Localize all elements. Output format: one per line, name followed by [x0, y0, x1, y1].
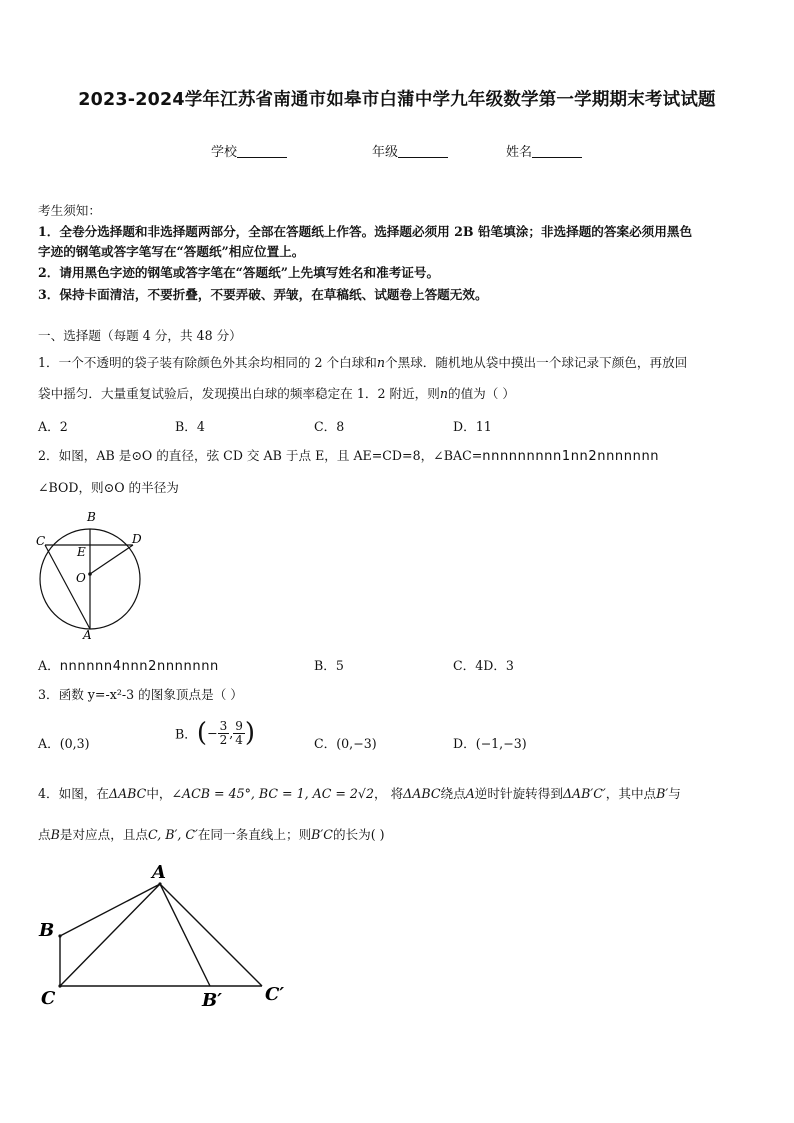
q1-text-c: 袋中摇匀．大量重复试验后，发现摸出白球的频率稳定在 1．2 附近，则 [38, 386, 440, 401]
label-b: B [39, 920, 55, 941]
label-o: O [76, 571, 86, 585]
q3-option-b[interactable] [175, 718, 255, 748]
grade-blank[interactable] [398, 145, 448, 158]
label-c: C [36, 534, 46, 548]
q2-stem-line-2: ∠BOD，则⊙O 的半径为 [38, 480, 179, 495]
label-a: A [152, 862, 166, 883]
notice-heading: 考生须知： [38, 203, 101, 218]
grade-field [372, 141, 448, 160]
q1-option-d[interactable]: D．11 [453, 419, 492, 434]
label-c-prime: C′ [265, 984, 285, 1005]
q3-option-b-prefix: B． [175, 726, 197, 742]
q4-text-f: ，其中点 [605, 786, 657, 801]
q1-option-b[interactable]: B．4 [175, 419, 205, 434]
q3-option-c-prefix: C． [314, 736, 337, 751]
q4-math-4: A [465, 786, 475, 801]
q4-text-c: ， 将 [373, 786, 404, 801]
q1-option-c[interactable]: C．8 [314, 419, 345, 434]
label-b: B [87, 510, 96, 524]
label-e: E [77, 545, 86, 559]
q4-math-3: ΔABC [403, 786, 441, 801]
school-blank[interactable] [237, 145, 287, 158]
notice-line-2: 2．请用黑色字迹的钢笔或答字笔在“答题纸”上先填写姓名和准考证号。 [38, 265, 440, 280]
segment-od [90, 545, 133, 574]
q3-option-d-value: (−1,−3) [475, 736, 527, 751]
name-field [506, 141, 582, 160]
q4-text-h: 点 [38, 827, 51, 842]
label-d: D [132, 532, 142, 546]
q1-text-a: 1．一个不透明的袋子装有除颜色外其余均相同的 2 个白球和 [38, 355, 377, 370]
q2-option-b[interactable]: B．5 [314, 658, 344, 673]
frac-1-num: 3 [219, 718, 228, 733]
q2-option-cd[interactable]: C．4D．3 [453, 658, 514, 673]
notice-line-1a: 1．全卷分选择题和非选择题两部分，全部在答题纸上作答。选择题必须用 2B 铅笔填涂；非选择题的答案必须用黑色 [38, 224, 693, 239]
q3-option-b-comma: , [229, 725, 234, 741]
q4-math-5: ΔAB′C′ [562, 786, 606, 801]
q4-stem-line-2 [38, 825, 385, 845]
vertex-c [58, 984, 61, 987]
q3-option-a-prefix: A． [38, 736, 60, 751]
q1-text-d: 的值为（ ） [447, 386, 515, 401]
q4-text-g: 与 [668, 786, 681, 801]
q3-option-b-rparen: ) [244, 718, 256, 748]
q3-stem: 3．函数 y=-x²-3 的图象顶点是（ ） [38, 687, 243, 702]
q4-text-i: 是对应点，且点 [59, 827, 149, 842]
q4-text-a: 4．如图，在 [38, 786, 109, 801]
q3-option-a[interactable] [38, 733, 90, 752]
page-title: 2023-2024学年江苏省南通市如皋市白蒲中学九年级数学第一学期期末考试试题 [78, 90, 716, 110]
school-field [211, 141, 287, 160]
q1-stem-line-1 [38, 353, 687, 373]
q1-option-a[interactable]: A．2 [38, 419, 68, 434]
q3-option-b-minus: − [207, 725, 218, 741]
q2-text-a: 2．如图，AB 是⊙O 的直径，弦 CD 交 AB 于点 E，且 AE=CD=8，∠BAC= [38, 448, 483, 463]
q2-option-a[interactable] [38, 655, 219, 674]
frac-2-num: 9 [235, 718, 243, 733]
q2-circle-figure [30, 505, 150, 645]
label-c: C [41, 988, 56, 1009]
q2-garbled-text: nnnnnnnnn1nn2nnnnnnn [482, 449, 660, 464]
q3-option-b-frac-2 [233, 720, 245, 747]
vertex-b [58, 934, 61, 937]
label-b-prime: B′ [202, 990, 222, 1011]
frac-2-den: 4 [235, 732, 243, 747]
segment-a-bprime [160, 884, 210, 986]
q3-option-c-value: (0,−3) [336, 736, 377, 751]
q3-option-b-frac-1 [218, 720, 230, 747]
center-point [88, 572, 92, 576]
section-heading: 一、选择题（每题 4 分，共 48 分） [38, 328, 242, 343]
q4-math-2: ∠ACB = 45°, BC = 1, AC = 2√2 [171, 786, 374, 801]
notice-line-3: 3．保持卡面清洁，不要折叠，不要弄破、弄皱，在草稿纸、试题卷上答题无效。 [38, 287, 488, 302]
q4-math-6: B′ [656, 786, 669, 801]
school-label: 学校 [211, 145, 238, 160]
q2-option-a-garbled: nnnnnn4nnn2nnnnnnn [59, 659, 219, 674]
q2-stem-line-1 [38, 446, 659, 467]
name-blank[interactable] [532, 145, 582, 158]
q1-text-b: 个黑球．随机地从袋中摸出一个球记录下颜色，再放回 [385, 355, 688, 370]
q4-stem-line-1 [38, 784, 681, 804]
q4-text-j: 在同一条直线上；则 [197, 827, 312, 842]
q1-var-n: n [376, 355, 386, 370]
label-a: A [83, 628, 92, 642]
q1-var-n-2: n [439, 386, 448, 401]
q2-option-a-prefix: A． [38, 658, 60, 673]
q4-text-e: 逆时针旋转得到 [474, 786, 563, 801]
q1-stem-line-2 [38, 384, 515, 404]
q4-math-1: ΔABC [108, 786, 147, 801]
grade-label: 年级 [372, 145, 399, 160]
triangle-abc [60, 884, 160, 986]
q4-math-9: B′C [311, 827, 333, 842]
q3-option-d-prefix: D． [453, 736, 476, 751]
q4-text-d: 绕点 [440, 786, 466, 801]
q4-math-8: C, B′, C′ [148, 827, 198, 842]
q4-math-7: B [50, 827, 60, 842]
q4-text-b: 中， [146, 786, 172, 801]
q4-text-k: 的长为( ) [332, 827, 385, 842]
q3-option-c[interactable] [314, 733, 377, 752]
notice-line-1b: 字迹的钢笔或答字笔写在“答题纸”相应位置上。 [38, 244, 305, 259]
q3-option-b-lparen: ( [196, 718, 208, 748]
name-label: 姓名 [506, 145, 533, 160]
q3-option-a-value: (0,3) [59, 736, 90, 751]
frac-1-den: 2 [219, 732, 228, 747]
segment-a-cprime [160, 884, 262, 986]
q4-triangle-figure [30, 858, 300, 1018]
q3-option-d[interactable] [453, 733, 527, 752]
